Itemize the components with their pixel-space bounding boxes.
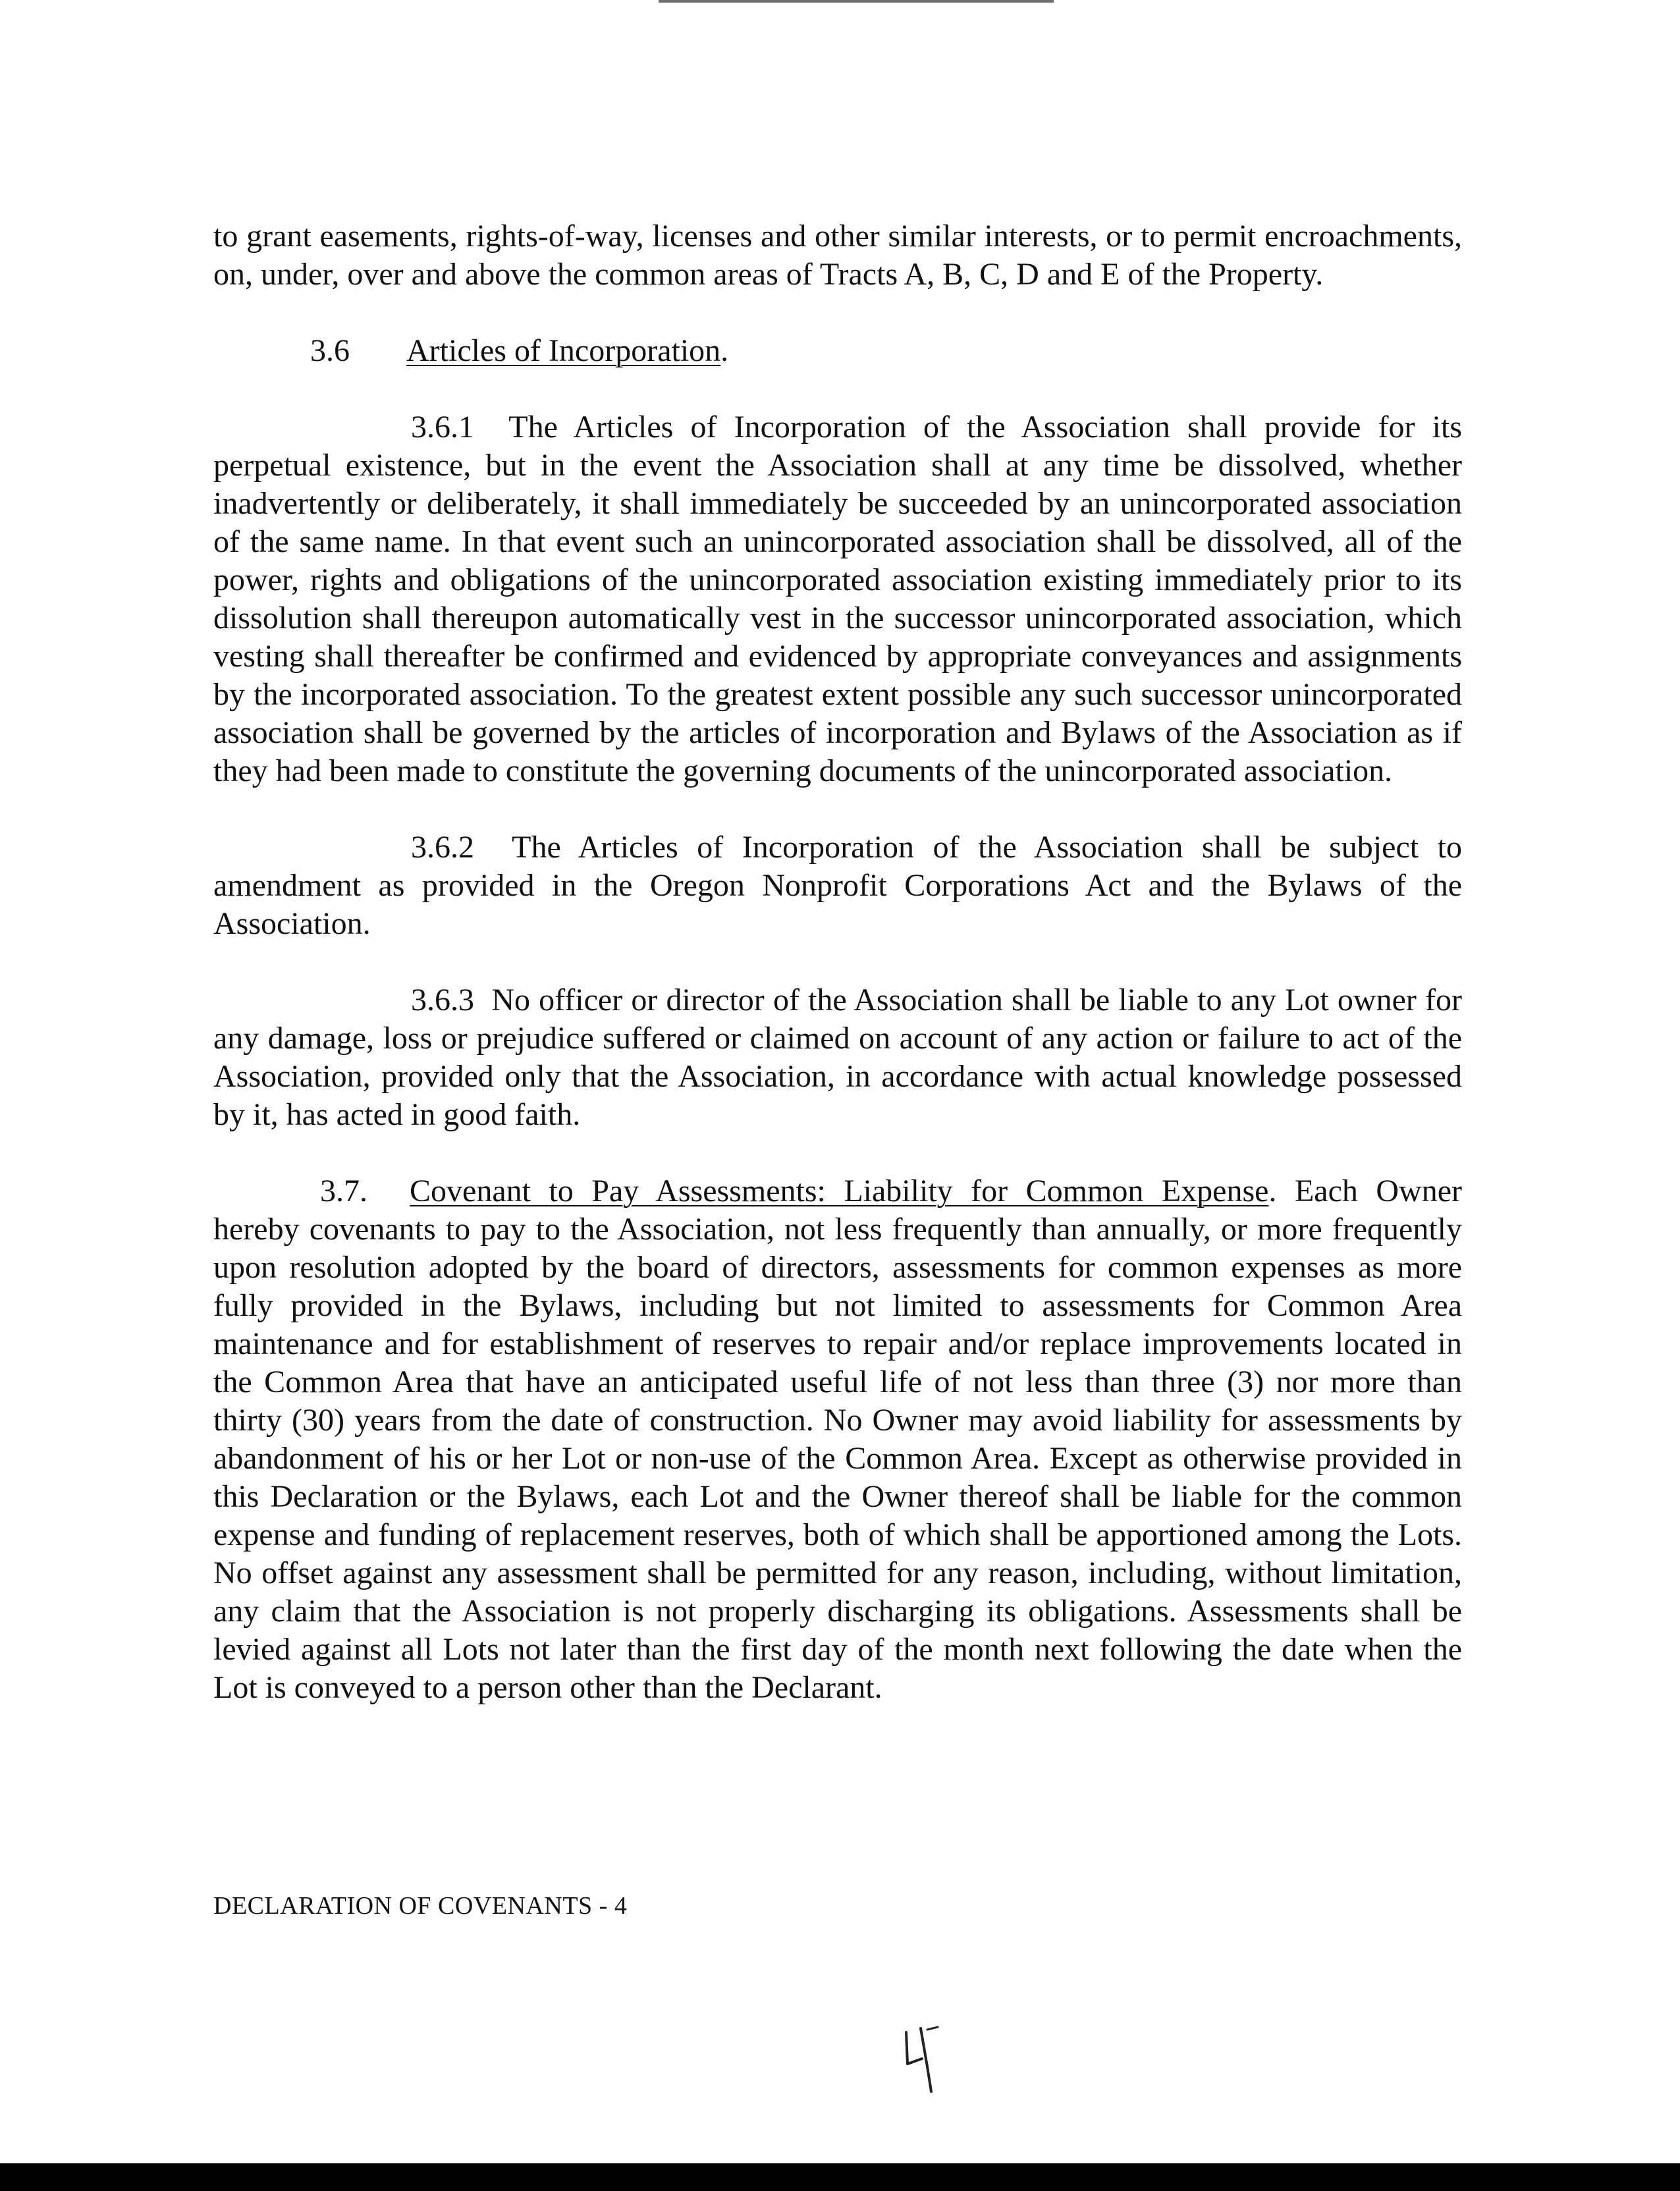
section-3-6-3-number: 3.6.3 [411, 983, 474, 1017]
page-footer: DECLARATION OF COVENANTS - 4 [213, 1892, 628, 1920]
scan-bottom-edge [0, 2163, 1680, 2191]
section-3-6-1 [213, 408, 1462, 790]
spacer [213, 790, 1462, 828]
section-3-6-2-number: 3.6.2 [411, 830, 474, 865]
paragraph-easements: to grant easements, rights-of-way, licenses and other similar interests, or to permit encroachments, on, under, over and above the common areas of Tracts A, B, C, D and E of the Property. [213, 219, 1462, 292]
section-3-7-title-punct: . [1268, 1174, 1277, 1208]
spacer [213, 1134, 1462, 1172]
section-3-6-heading [213, 332, 1462, 370]
section-3-6-2-text: The Articles of Incorporation of the Association shall be subject to amendment as provided in the Oregon Nonprofit Corporations Act and the Bylaws of the Association. [213, 830, 1463, 941]
document-body [213, 217, 1462, 1707]
section-3-6-3 [213, 981, 1462, 1134]
spacer [213, 294, 1462, 332]
section-3-6-title: Articles of Incorporation [406, 333, 721, 368]
handwritten-page-number [901, 2023, 954, 2096]
section-3-7-title: Covenant to Pay Assessments: Liability for Common Expense [410, 1174, 1269, 1208]
spacer [213, 943, 1462, 981]
section-3-6-number: 3.6 [310, 333, 350, 368]
section-3-6-2 [213, 828, 1462, 943]
section-3-6-3-text: No officer or director of the Association shall be liable to any Lot owner for any damage, loss or prejudice suffered or claimed on account of any action or failure to act of the Association, provided only that the Association, in accordance with actual knowledge possessed by it, has acted in good faith. [213, 983, 1463, 1132]
section-3-7-number: 3.7. [320, 1174, 367, 1208]
section-3-6-title-punct: . [720, 333, 729, 368]
spacer [213, 370, 1462, 408]
section-3-7-text: Each Owner hereby covenants to pay to the Association, not less frequently than annually, or more frequently upon resolution adopted by the board of directors, assessments for common expenses as more fully provided in the Bylaws, including but not limited to assessments for Common Area maintenance and for establishment of reserves to repair and/or replace improvements located in the Common Area that have an anticipated useful life of not less than three (3) nor more than thirty (30) years from the date of construction. No Owner may avoid liability for assessments by abandonment of his or her Lot or non-use of the Common Area. Except as otherwise provided in this Declaration or the Bylaws, each Lot and the Owner thereof shall be liable for the common expense and funding of replacement reserves, both of which shall be apportioned among the Lots. No offset against any assessment shall be permitted for any reason, including, without limitation, any claim that the Association is not properly discharging its obligations. Assessments shall be levied against all Lots not later than the first day of the month next following the date when the Lot is conveyed to a person other than the Declarant. [213, 1174, 1463, 1705]
scan-top-line [659, 0, 1054, 3]
section-3-6-1-text: The Articles of Incorporation of the Association shall provide for its perpetual existence, but in the event the Association shall at any time be dissolved, whether inadvertently or deliberately, it shall immediately be succeeded by an unincorporated association of the same name. In that event such an unincorporated association shall be dissolved, all of the power, rights and obligations of the unincorporated association existing immediately prior to its dissolution shall thereupon automatically vest in the successor unincorporated association, which vesting shall thereafter be confirmed and evidenced by appropriate conveyances and assignments by the incorporated association. To the greatest extent possible any such successor unincorporated association shall be governed by the articles of incorporation and Bylaws of the Association as if they had been made to constitute the governing documents of the unincorporated association. [213, 410, 1463, 788]
section-3-6-1-number: 3.6.1 [411, 410, 474, 445]
section-3-7 [213, 1172, 1462, 1707]
